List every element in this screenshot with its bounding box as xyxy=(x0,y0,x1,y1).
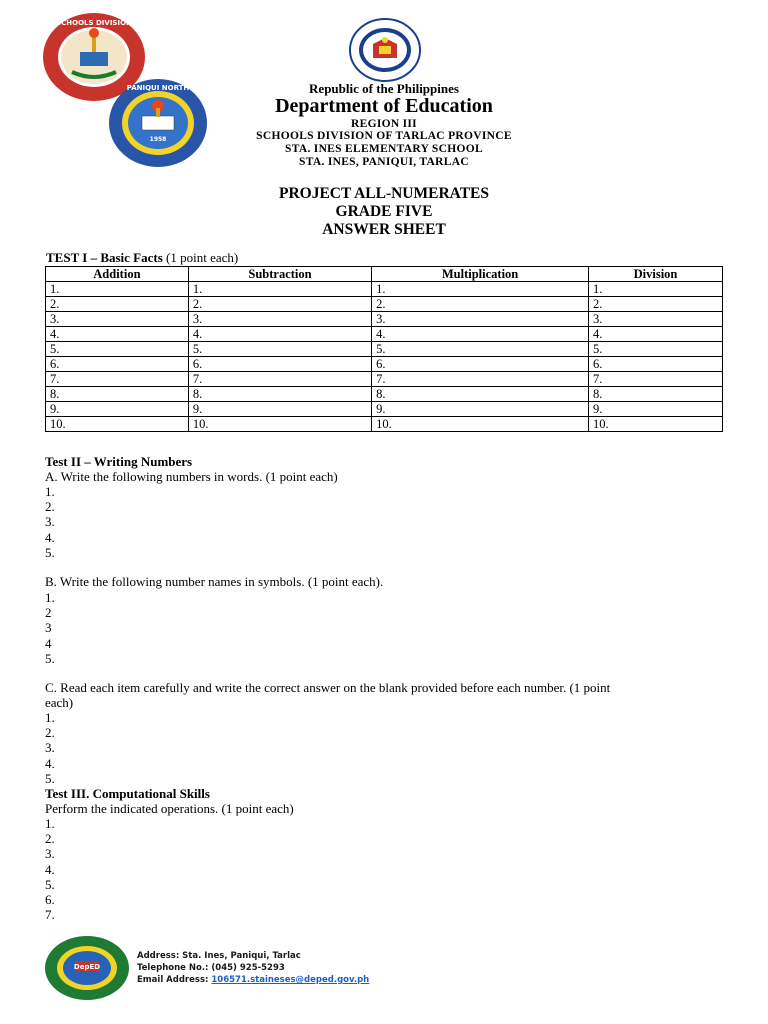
answer-cell[interactable]: 2. xyxy=(588,297,722,312)
answer-cell[interactable]: 3. xyxy=(188,312,371,327)
part-a-item: 3. xyxy=(45,514,55,530)
answer-cell[interactable]: 1. xyxy=(46,282,189,297)
school-name: STA. INES ELEMENTARY SCHOOL xyxy=(285,143,483,155)
test3-item: 1. xyxy=(45,816,55,831)
table-row xyxy=(46,357,723,372)
answer-cell[interactable]: 5. xyxy=(588,342,722,357)
answer-cell[interactable]: 4. xyxy=(46,327,189,342)
answer-cell[interactable]: 7. xyxy=(588,372,722,387)
answer-cell[interactable]: 3. xyxy=(372,312,589,327)
test1-heading-bold: TEST I – Basic Facts xyxy=(46,250,163,265)
school-address: STA. INES, PANIQUI, TARLAC xyxy=(299,156,469,168)
answer-cell[interactable]: 7. xyxy=(188,372,371,387)
col-addition: Addition xyxy=(46,267,189,282)
col-multiplication: Multiplication xyxy=(372,267,589,282)
part-c-item: 5. xyxy=(45,770,55,786)
test3-item: 5. xyxy=(45,876,55,892)
answer-cell[interactable]: 1. xyxy=(188,282,371,297)
part-b-item: 2 xyxy=(45,605,52,621)
answer-cell[interactable]: 5. xyxy=(372,342,589,357)
grade-title: GRADE FIVE xyxy=(335,203,433,220)
division-label: SCHOOLS DIVISION OF TARLAC PROVINCE xyxy=(256,130,512,142)
answer-cell[interactable]: 6. xyxy=(588,357,722,372)
table-row xyxy=(46,297,723,312)
table-row xyxy=(46,312,723,327)
answer-cell[interactable]: 7. xyxy=(46,372,189,387)
part-a-item: 4. xyxy=(45,529,55,545)
answer-cell[interactable]: 5. xyxy=(46,342,189,357)
test2-part-b: B. Write the following number names in symbols. (1 point each). xyxy=(45,574,384,589)
answer-cell[interactable]: 6. xyxy=(46,357,189,372)
sheet-title: ANSWER SHEET xyxy=(322,221,446,238)
table-header-row xyxy=(46,267,723,282)
table-row xyxy=(46,417,723,432)
answer-cell[interactable]: 6. xyxy=(372,357,589,372)
part-b-item: 1. xyxy=(45,590,55,605)
answer-cell[interactable]: 9. xyxy=(188,402,371,417)
svg-text:DepED: DepED xyxy=(73,963,101,971)
test3-heading: Test III. Computational Skills xyxy=(45,786,210,801)
part-c-item: 1. xyxy=(45,710,55,725)
answer-cell[interactable]: 8. xyxy=(46,387,189,402)
table-row xyxy=(46,387,723,402)
svg-text:PANIQUI NORTH: PANIQUI NORTH xyxy=(126,84,190,92)
answer-cell[interactable]: 5. xyxy=(188,342,371,357)
test3-item: 3. xyxy=(45,846,55,862)
email-link[interactable]: 106571.staineses@deped.gov.ph xyxy=(211,975,370,985)
test2-heading: Test II – Writing Numbers xyxy=(45,454,193,469)
part-a-item: 1. xyxy=(45,484,55,499)
answer-cell[interactable]: 3. xyxy=(588,312,722,327)
answer-cell[interactable]: 10. xyxy=(588,417,722,432)
test3-item: 7. xyxy=(45,907,55,923)
part-b-item: 5. xyxy=(45,650,55,666)
svg-text:1958: 1958 xyxy=(149,136,167,143)
table-row xyxy=(46,372,723,387)
table-row xyxy=(46,402,723,417)
test2-part-a: A. Write the following numbers in words. (1 point each) xyxy=(45,469,338,484)
department-title: Department of Education xyxy=(275,95,493,117)
basic-facts-table xyxy=(45,266,723,432)
table-row xyxy=(46,327,723,342)
answer-cell[interactable]: 6. xyxy=(188,357,371,372)
answer-cell[interactable]: 2. xyxy=(372,297,589,312)
answer-cell[interactable]: 2. xyxy=(188,297,371,312)
test3-instruction: Perform the indicated operations. (1 point each) xyxy=(45,801,294,816)
test3-item: 6. xyxy=(45,892,55,907)
test1-heading-rest: (1 point each) xyxy=(166,250,239,265)
answer-cell[interactable]: 9. xyxy=(588,402,722,417)
answer-cell[interactable]: 9. xyxy=(46,402,189,417)
test2-part-c-line1: C. Read each item carefully and write the correct answer on the blank provided before each number. (1 point xyxy=(45,680,611,695)
answer-cell[interactable]: 8. xyxy=(188,387,371,402)
answer-cell[interactable]: 4. xyxy=(188,327,371,342)
part-a-item: 5. xyxy=(45,544,55,560)
answer-cell[interactable]: 8. xyxy=(588,387,722,402)
part-c-item: 2. xyxy=(45,725,55,741)
part-c-item: 4. xyxy=(45,755,55,771)
answer-cell[interactable]: 7. xyxy=(372,372,589,387)
answer-cell[interactable]: 10. xyxy=(46,417,189,432)
deped-seal xyxy=(349,18,421,82)
answer-cell[interactable]: 1. xyxy=(372,282,589,297)
answer-cell[interactable]: 4. xyxy=(372,327,589,342)
answer-cell[interactable]: 9. xyxy=(372,402,589,417)
test3-item: 2. xyxy=(45,831,55,847)
republic-label: Republic of the Philippines xyxy=(309,81,459,96)
table-row xyxy=(46,342,723,357)
col-subtraction: Subtraction xyxy=(188,267,371,282)
footer-email-label: Email Address: xyxy=(137,975,212,985)
answer-cell[interactable]: 10. xyxy=(188,417,371,432)
answer-cell[interactable]: 2. xyxy=(46,297,189,312)
svg-text:SCHOOLS DIVISION: SCHOOLS DIVISION xyxy=(56,19,132,27)
answer-cell[interactable]: 3. xyxy=(46,312,189,327)
answer-cell[interactable]: 10. xyxy=(372,417,589,432)
footer-address: Address: Sta. Ines, Paniqui, Tarlac xyxy=(137,951,301,961)
answer-cell[interactable]: 4. xyxy=(588,327,722,342)
project-title: PROJECT ALL-NUMERATES xyxy=(279,185,489,202)
school-logo xyxy=(44,935,130,1001)
table-row xyxy=(46,282,723,297)
test2-part-c-line2: each) xyxy=(45,695,74,710)
answer-cell[interactable]: 8. xyxy=(372,387,589,402)
footer-email xyxy=(137,975,369,985)
answer-cell[interactable]: 1. xyxy=(588,282,722,297)
part-a-item: 2. xyxy=(45,499,55,515)
part-b-item: 4 xyxy=(45,635,52,651)
region-label: REGION III xyxy=(351,118,417,130)
test3-item: 4. xyxy=(45,861,55,877)
footer-telephone: Telephone No.: (045) 925-5293 xyxy=(137,963,285,973)
part-c-item: 3. xyxy=(45,740,55,756)
test1-heading xyxy=(46,250,238,266)
part-b-item: 3 xyxy=(45,620,52,636)
col-division: Division xyxy=(588,267,722,282)
